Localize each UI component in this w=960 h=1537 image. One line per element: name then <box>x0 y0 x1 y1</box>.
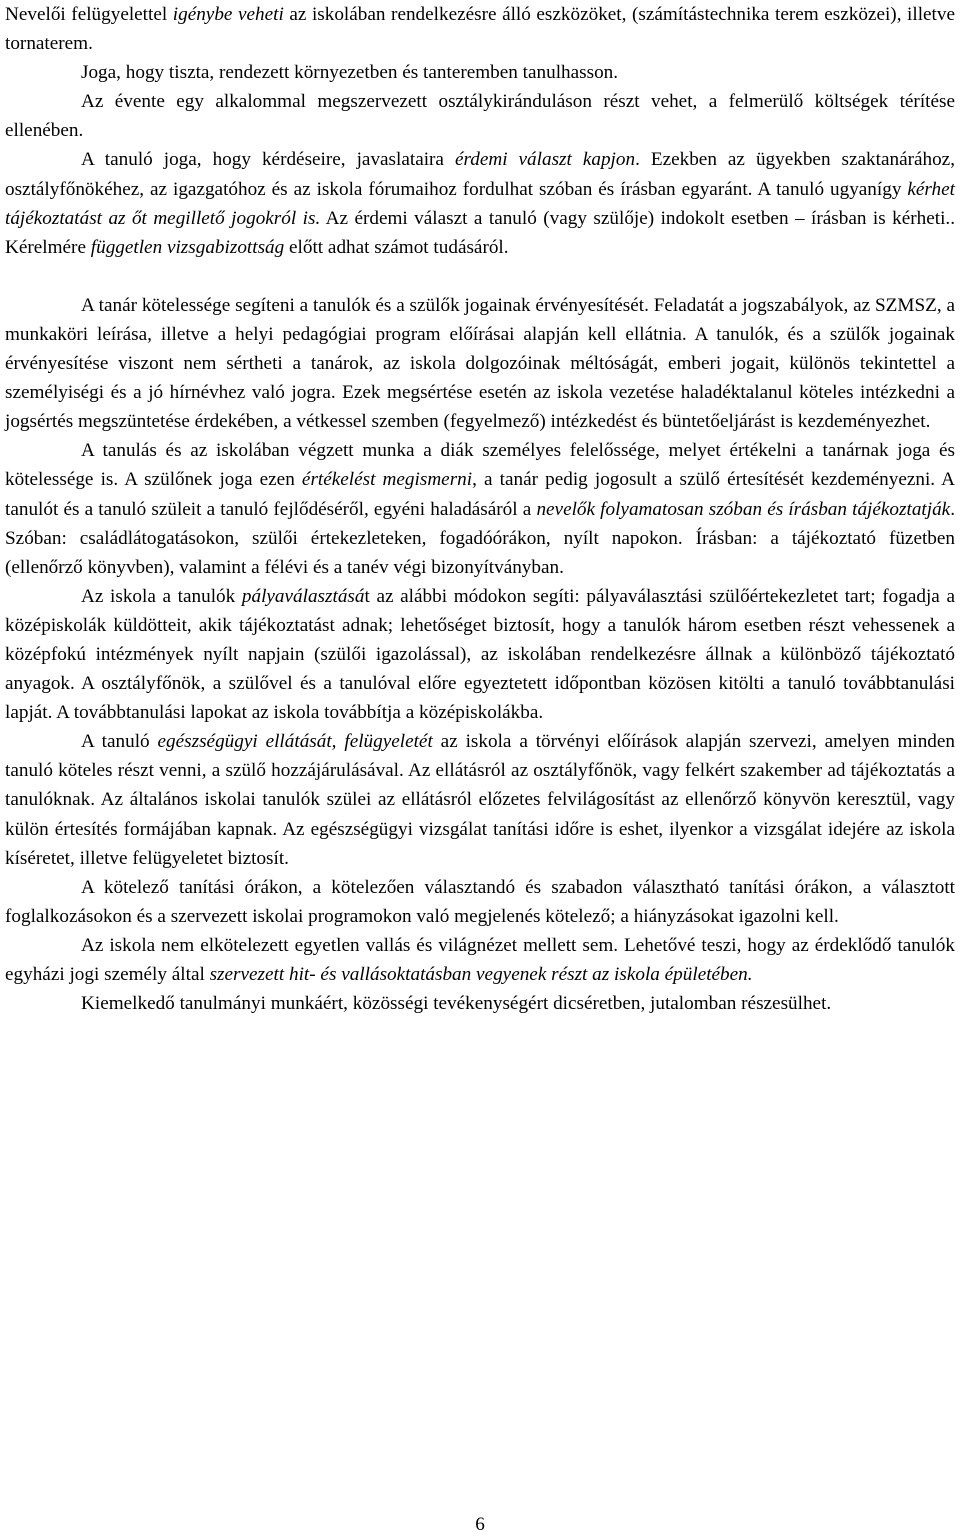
text-run: Az érdemi választ a tanuló (vagy szülője) indokolt esetben – írásban is kérheti.. Kérelmére <box>5 207 956 258</box>
italic-text: értékelést megismerni <box>301 469 473 491</box>
text-run: . Szóban: családlátogatásokon, szülői értekezleteken, fogadóórákon, nyílt napokon. Írásban: a tájékoztató füzetben (ellenőrző könyvben), valamint a félévi és a tanév végi bizonyítványban. <box>5 498 955 578</box>
text-run: t az alábbi módokon segíti: pályaválasztási szülőértekezletet tart; fogadja a középiskolák küldötteit, akik tájékoztatást adnak; lehetőséget biztosít, hogy a tanulók három esetben részt vehessenek a középfokú intézmények nyílt napjain (szülői igazolással), az iskolában rendelkezésre állnak a különböző tájékoztató anyagok. A osztályfőnök, a szülővel és a tanulóval előre egyeztetett időpontban közösen kitölti a tanuló továbbtanulási lapját. A továbbtanulási lapokat az iskola továbbítja a középiskolákba. <box>5 585 955 724</box>
paragraph <box>5 436 955 581</box>
text-run: Az iskola a tanulók <box>81 585 242 607</box>
paragraph <box>5 582 955 727</box>
text-run: előtt adhat számot tudásáról. <box>284 236 509 258</box>
italic-text: igénybe veheti <box>172 4 284 25</box>
italic-text: érdemi választ kapjon <box>454 149 636 171</box>
text-run: Az évente egy alkalommal megszervezett osztálykiránduláson részt vehet, a felmerülő költségek térítése ellenében. <box>5 91 955 142</box>
text-run: Joga, hogy tiszta, rendezett környezetben és tanteremben tanulhasson. <box>81 62 619 84</box>
text-run: Kiemelkedő tanulmányi munkáért, közösségi tevékenységért dicséretben, jutalomban részesülhet. <box>81 993 832 1015</box>
paragraph <box>5 989 955 1018</box>
page-number: 6 <box>475 1514 485 1535</box>
paragraph <box>5 0 955 58</box>
paragraph <box>5 87 955 145</box>
text-run: . Ezekben az ügyekben szaktanárához, osztályfőnökéhez, az igazgatóhoz és az iskola fórumaihoz fordulhat szóban és írásban egyaránt. A tanuló ugyanígy <box>5 149 956 200</box>
text-run: az iskolában rendelkezésre álló eszközöket, (számítástechnika terem eszközei), illetve tornaterem. <box>5 4 955 55</box>
italic-text: szervezett hit- és vallásoktatásban vegyenek részt az iskola épületében. <box>209 964 753 985</box>
text-run: A tanár kötelessége segíteni a tanulók és a szülők jogainak érvényesítését. Feladatát a jogszabályok, az SZMSZ, a munkaköri leírása, illetve a helyi pedagógiai program előírásai alapján kell ellátnia. A tanulók, és a szülők jogainak érvényesítése viszont nem sértheti a tanárok, az iskola dolgozóinak méltóságát, emberi jogait, különös tekintettel a személyiségi és a jó hírnévhez való jogra. Ezek megsértése esetén az iskola vezetése haladéktalanul köteles intézkedni a jogsértés megszüntetése érdekében, a vétkessel szemben (fegyelmező) intézkedést és büntetőeljárást is kezdeményezhet. <box>5 294 955 433</box>
italic-text: egészségügyi ellátását, felügyeletét <box>157 731 433 753</box>
paragraph <box>5 931 955 989</box>
text-run: Nevelői felügyelettel <box>5 4 173 25</box>
text-run: A kötelező tanítási órákon, a kötelezően választandó és szabadon választható tanítási órákon, a választott foglalkozásokon és a szervezett iskolai programokon való megjelenés kötelező; a hiányzásokat igazolni kell. <box>5 876 955 927</box>
text-run: Az iskola nem elkötelezett egyetlen vallás és világnézet mellett sem. Lehetővé teszi, hogy az érdeklődő tanulók egyházi jogi személy által <box>5 934 955 985</box>
document-body <box>5 0 955 1018</box>
text-run: az iskola a törvényi előírások alapján szervezi, amelyen minden tanuló köteles részt venni, a szülő hozzájárulásával. Az ellátásról az osztályfőnök, vagy felkért szakember ad tájékoztatás a tanulóknak. Az általános iskolai tanulók szülei az ellátásról előzetes felvilágosítást az ellenőrző könyvön keresztül, vagy külön értesítés formájában kapnak. Az egészségügyi vizsgálat tanítási időre is eshet, ilyenkor a vizsgálat idejére az iskola kíséretet, illetve felügyeletet biztosít. <box>5 731 956 869</box>
paragraph <box>5 873 955 931</box>
text-run: A tanulás és az iskolában végzett munka a diák személyes felelőssége, melyet értékelni a tanárnak joga és kötelessége is. A szülőnek joga ezen <box>5 440 955 491</box>
italic-text: független vizsgabizottság <box>90 236 285 258</box>
paragraph <box>5 727 955 872</box>
paragraph <box>5 291 955 436</box>
paragraph <box>5 58 955 87</box>
paragraph <box>5 145 955 261</box>
italic-text: pályaválasztásá <box>241 585 365 607</box>
text-run: , a tanár pedig jogosult a szülő értesítését kezdeményezni. A tanulót és a tanuló szüleit a tanuló fejlődéséről, egyéni haladásáról a <box>5 469 955 520</box>
text-run: A tanuló joga, hogy kérdéseire, javaslataira <box>81 149 455 171</box>
italic-text: kérhet tájékoztatást az őt megillető jogokról is. <box>5 178 955 229</box>
text-run: A tanuló <box>81 731 158 753</box>
italic-text: nevelők folyamatosan szóban és írásban tájékoztatják <box>536 498 951 520</box>
